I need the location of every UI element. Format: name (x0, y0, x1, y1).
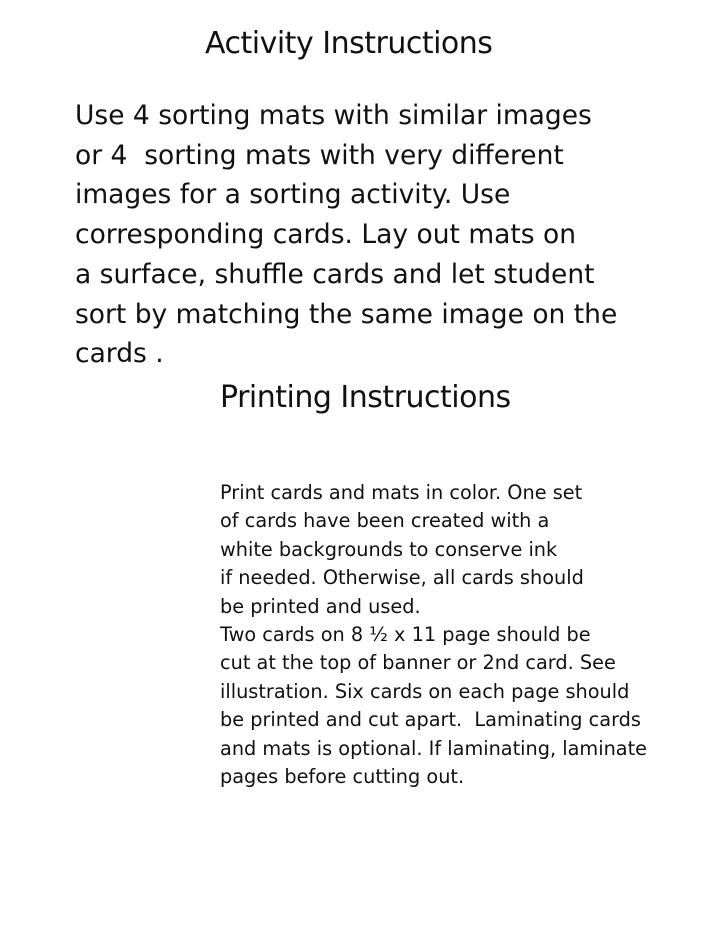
text-line: be printed and used. (220, 594, 421, 618)
text-line: if needed. Otherwise, all cards should (220, 566, 584, 590)
printing-instructions-text (220, 479, 647, 791)
text-line: cut at the top of banner or 2nd card. See (220, 651, 616, 675)
text-line: white backgrounds to conserve ink (220, 537, 558, 561)
printing-instructions-heading: Printing Instructions (220, 380, 511, 415)
text-line: Two cards on 8 ½ x 11 page should be (220, 623, 591, 647)
text-line: and mats is optional. If laminating, laminate (220, 736, 648, 760)
text-line: Print cards and mats in color. One set (220, 481, 583, 504)
activity-instructions-heading: Activity Instructions (205, 26, 493, 61)
text-line: of cards have been created with a (220, 509, 550, 533)
text-line: pages before cutting out. (220, 765, 465, 789)
activity-instructions-text (75, 96, 617, 374)
text-line: be printed and cut apart. Laminating cards (220, 708, 641, 732)
text-line: a surface, shuffle cards and let student (75, 258, 595, 290)
text-line: Use 4 sorting mats with similar images (75, 100, 592, 131)
text-line: images for a sorting activity. Use (75, 179, 511, 211)
text-line: or 4 sorting mats with very different (75, 139, 564, 171)
text-line: illustration. Six cards on each page should (220, 679, 630, 703)
text-line: cards . (75, 338, 164, 370)
text-line: corresponding cards. Lay out mats on (75, 219, 577, 251)
text-line: sort by matching the same image on the (75, 298, 618, 330)
